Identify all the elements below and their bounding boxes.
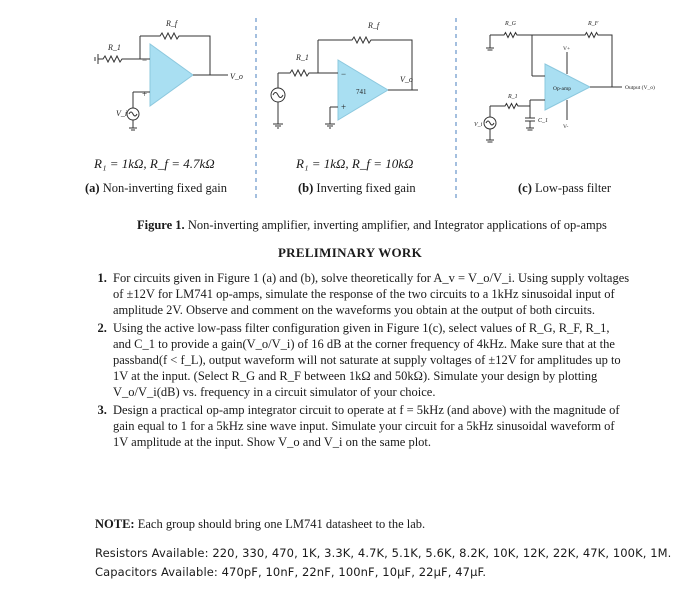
resistor-r1-c — [490, 104, 530, 109]
label-rf-a: R_f — [166, 19, 178, 28]
caption-a — [85, 181, 227, 196]
note-label: NOTE: — [95, 517, 135, 531]
caption-c — [518, 181, 611, 196]
label-vplus-c: V+ — [563, 46, 571, 52]
resistor-rg-c — [490, 33, 532, 38]
label-vi-a: V_i — [116, 109, 128, 118]
svg-text:−: − — [142, 55, 148, 65]
opamp-label-c: Op-amp — [553, 86, 572, 92]
list-item: 3. Design a practical op-amp integrator circuit to operate at f = 5kHz (and above) with the magnitude of gain equal to 1 for a 5kHz sine wave input. Simulate your circuit for a 5kHz sinusoidal waveform of 1V amplitude at the input. Show V_o and V_i on the same plot. — [110, 403, 630, 450]
opamp-label-b: 741 — [356, 88, 367, 96]
circuit-figure — [0, 0, 700, 210]
note — [95, 517, 425, 532]
label-r1-a: R_1 — [108, 43, 121, 52]
label-r1-b: R_1 — [296, 53, 309, 62]
circuit-a — [95, 19, 243, 130]
list-item: 1. For circuits given in Figure 1 (a) and (b), solve theoretically for A_v = V_o/V_i. Using supply voltages of ±12V for LM741 op-amps, simulate the response of the two circuits to a 1kHz sinusoidal input of amplitude 2V. Observe and comment on the waveforms you obtain at the output of both circuits. — [110, 271, 630, 318]
caption-a-tag: (a) — [85, 181, 100, 195]
label-vi-c: V_i — [474, 122, 483, 128]
circuit-b — [271, 21, 418, 128]
figure-caption-text: Non-inverting amplifier, inverting amplifier, and Integrator applications of op-amps — [184, 218, 607, 232]
circuit-c — [474, 21, 655, 142]
caption-b — [298, 181, 416, 196]
caption-c-text: Low-pass filter — [535, 181, 612, 195]
label-vminus-c: V- — [563, 124, 569, 130]
label-vo-b: V_o — [400, 75, 413, 84]
note-text: Each group should bring one LM741 datasheet to the lab. — [134, 517, 426, 531]
svg-text:+: + — [341, 102, 347, 112]
preliminary-list — [90, 271, 630, 454]
caption-a-text: Non-inverting fixed gain — [102, 181, 227, 195]
equation-b: R₁ = 1kΩ, R_f = 10kΩ — [296, 156, 414, 171]
label-vo-a: V_o — [230, 72, 243, 81]
label-output-c: Output (V_o) — [625, 85, 655, 91]
label-rf-c: R_F — [588, 21, 599, 27]
label-c1-c: C_1 — [538, 118, 549, 124]
svg-text:+: + — [142, 89, 148, 99]
equation-a: R₁ = 1kΩ, R_f = 4.7kΩ — [94, 156, 215, 171]
preliminary-heading: PRELIMINARY WORK — [277, 245, 423, 260]
resistor-r1-b — [278, 70, 318, 76]
caption-b-tag: (b) — [298, 181, 314, 195]
label-r1-c: R_1 — [508, 94, 518, 100]
caption-b-text: Inverting fixed gain — [316, 181, 416, 195]
svg-text:−: − — [341, 69, 347, 79]
caption-c-tag: (c) — [518, 181, 532, 195]
figure-caption — [137, 218, 607, 233]
figure-caption-label: Figure 1. — [137, 218, 185, 232]
resistor-r1-a — [98, 56, 140, 62]
opamp-a — [150, 44, 193, 106]
resistors-available: Resistors Available: 220, 330, 470, 1K, 3.3K, 4.7K, 5.1K, 5.6K, 8.2K, 10K, 12K, 22K, 47K, 100K, 1M. — [95, 546, 672, 560]
label-rf-b: R_f — [368, 21, 380, 30]
list-item: 2. Using the active low-pass filter configuration given in Figure 1(c), select values of R_G, R_F, R_1, and C_1 to provide a gain(V_o/V_i) of 16 dB at the corner frequency of 4kHz. Make sure that at the passband(f < f_L), output waveform will not saturate at supply voltages of ±12V for amplitudes up to 1V at the input. (Select R_G and R_F between 1kΩ and 50kΩ). Simulate your design by plotting V_o/V_i(dB) vs. frequency in a circuit simulator of your choice. — [110, 321, 630, 400]
label-rg-c: R_G — [505, 21, 516, 27]
capacitors-available: Capacitors Available: 470pF, 10nF, 22nF, 100nF, 10μF, 22μF, 47μF. — [95, 565, 487, 579]
